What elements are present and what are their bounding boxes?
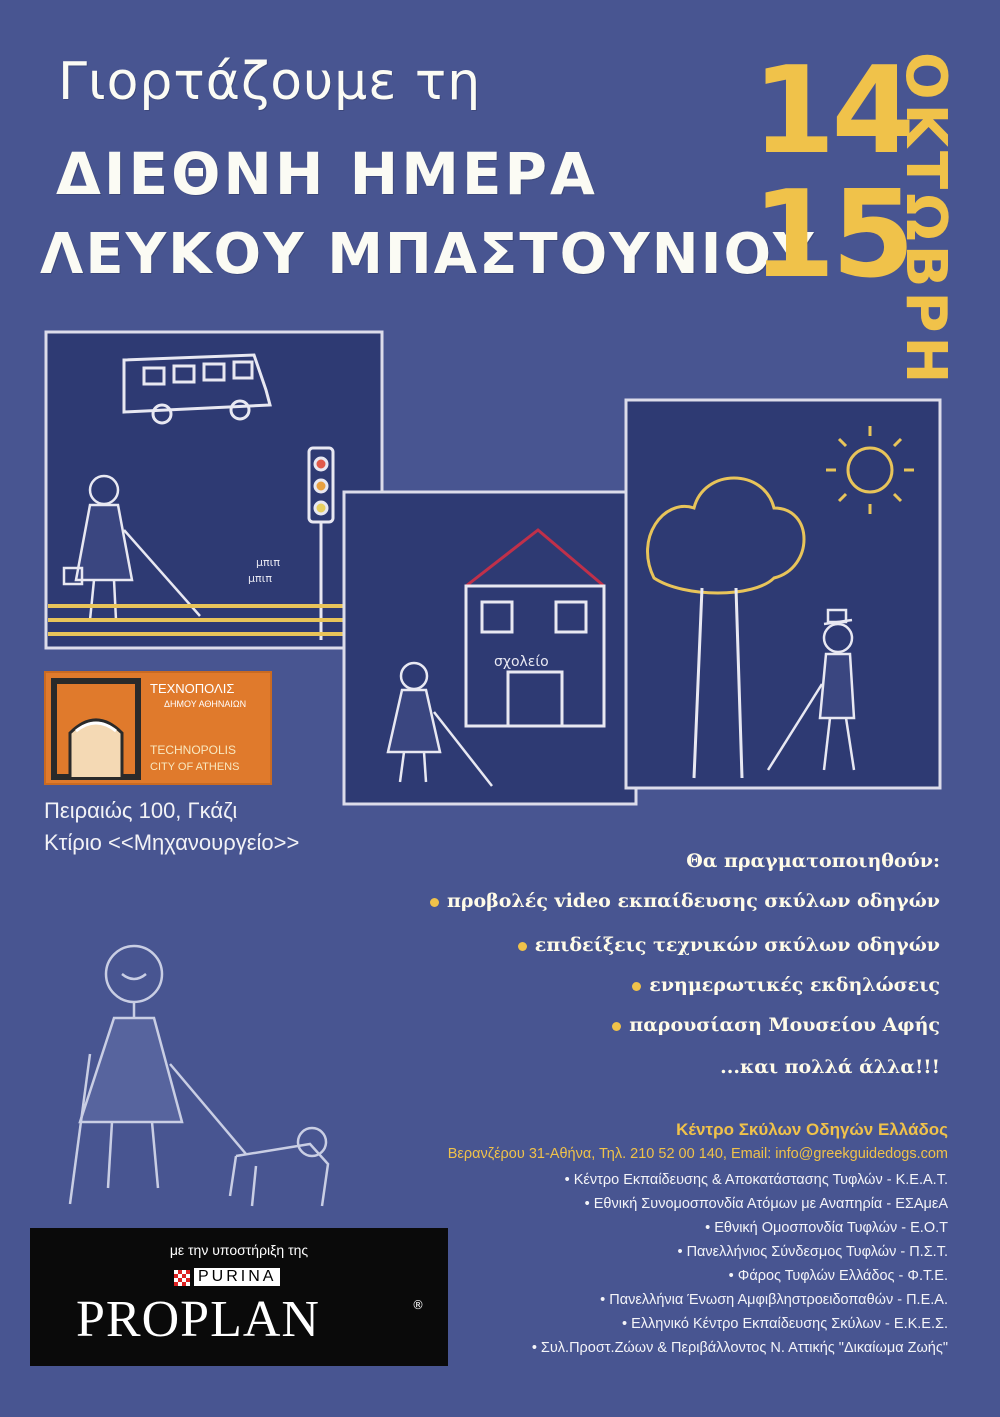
sponsor-support-text: με την υποστήριξη της	[169, 1242, 309, 1258]
illustration-street-panel	[44, 330, 384, 650]
logo-en-subtitle: CITY OF ATHENS	[150, 761, 240, 773]
proplan-logo-text: PROPLAN	[76, 1291, 320, 1348]
logo-gr-title: ΤΕΧΝΟΠΟΛΙΣ	[150, 681, 235, 696]
event-item	[612, 1014, 940, 1036]
beep-text-1: μπιπ	[256, 556, 280, 569]
illustration-school-panel	[342, 490, 638, 806]
partner-item: • Φάρος Τυφλών Ελλάδος - Φ.Τ.Ε.	[728, 1268, 948, 1284]
event-item-label: προβολές video εκπαίδευσης σκύλων οδηγών	[446, 890, 940, 912]
partner-item: • Συλ.Προστ.Ζώων & Περιβάλλοντος Ν. Αττικής "Δικαίωμα Ζωής"	[531, 1340, 948, 1356]
date-day-2: 15	[752, 166, 911, 305]
title-line-2: ΔΙΕΘΝΗ ΗΜΕΡΑ	[56, 140, 598, 208]
date-day-1: 14	[752, 42, 911, 181]
beep-text-2: μπιπ	[248, 572, 272, 585]
illustration-park-panel	[624, 398, 942, 790]
partner-item: • Εθνική Συνομοσπονδία Ατόμων με Αναπηρία - ΕΣΑμεΑ	[584, 1196, 948, 1212]
partner-item: • Πανελλήνιος Σύνδεσμος Τυφλών - Π.Σ.Τ.	[677, 1244, 948, 1260]
bullet-icon	[430, 898, 439, 907]
events-list	[340, 850, 940, 1090]
school-sign-text: σχολείο	[494, 654, 549, 670]
organizer-name: Κέντρο Σκύλων Οδηγών Ελλάδος	[676, 1120, 948, 1139]
partner-item: • Πανελλήνια Ένωση Αμφιβληστροειδοπαθών - Π.Ε.Α.	[600, 1292, 948, 1308]
title-line-3: ΛΕΥΚΟΥ ΜΠΑΣΤΟΥΝΙΟΥ	[40, 222, 816, 287]
proplan-sponsor-box	[30, 1228, 448, 1366]
registered-mark: ®	[412, 1298, 424, 1312]
event-item-label: επιδείξεις τεχνικών σκύλων οδηγών	[534, 934, 940, 956]
partner-item: • Εθνική Ομοσπονδία Τυφλών - Ε.Ο.Τ	[705, 1220, 948, 1236]
logo-en-title: TECHNOPOLIS	[150, 743, 237, 757]
bullet-icon	[632, 982, 641, 991]
venue-address-line-1: Πειραιώς 100, Γκάζι	[44, 798, 238, 823]
events-heading: Θα πραγματοποιηθούν:	[686, 850, 940, 872]
event-item	[632, 974, 940, 996]
person-with-guide-dog-illustration	[60, 944, 350, 1222]
event-item-label: ενημερωτικές εκδηλώσεις	[649, 974, 940, 996]
technopolis-logo	[44, 671, 272, 785]
organizer-contact: Βερανζέρου 31-Αθήνα, Τηλ. 210 52 00 140, Email: info@greekguidedogs.com	[447, 1146, 948, 1162]
partner-item: • Κέντρο Εκπαίδευσης & Αποκατάστασης Τυφλών - Κ.Ε.Α.Τ.	[564, 1172, 948, 1188]
partner-item: • Ελληνικό Κέντρο Εκπαίδευσης Σκύλων - Ε.Κ.Ε.Σ.	[622, 1316, 948, 1332]
events-more: ...και πολλά άλλα!!!	[720, 1056, 940, 1078]
venue-address-line-2: Κτίριο <<Μηχανουργείο>>	[44, 830, 300, 855]
bullet-icon	[518, 942, 527, 951]
event-item	[518, 934, 940, 956]
date-month: ΟΚΤΩΒΡΗ	[893, 52, 958, 388]
event-item-label: παρουσίαση Μουσείου Αφής	[629, 1014, 940, 1036]
title-line-1: Γιορτάζουμε τη	[58, 52, 482, 112]
logo-gr-subtitle: ΔΗΜΟΥ ΑΘΗΝΑΙΩΝ	[164, 699, 247, 709]
purina-checkerboard-icon	[174, 1270, 190, 1286]
event-item	[430, 890, 940, 912]
purina-logo-text: PURINA	[194, 1268, 280, 1286]
bullet-icon	[612, 1022, 621, 1031]
